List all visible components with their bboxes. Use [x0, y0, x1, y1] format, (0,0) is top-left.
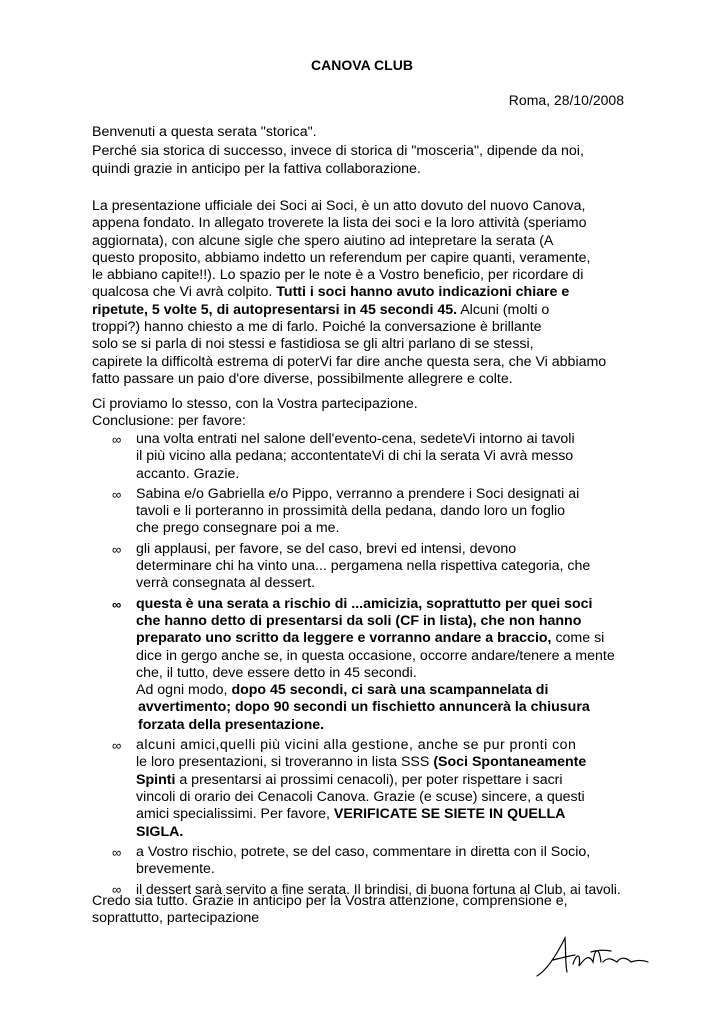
bold-text: Tutti i soci hanno avuto indicazioni chiare e [276, 284, 570, 301]
text-span: qualcosa che Vi avrà colpito. [92, 284, 277, 301]
list-item [92, 431, 662, 483]
text-span: Alcuni (molti o [457, 301, 550, 318]
item-line: dice in gergo anche se, in questa occasione, occorre andare/tenere a mente [136, 647, 615, 664]
paragraph-line [92, 284, 662, 301]
item-line: alcuni amici,quelli più vicini alla gestione, anche se pur pronti con [136, 737, 577, 754]
item-line: brevemente. [136, 861, 215, 878]
text-span: amici specialissimi. Per favore, [136, 806, 334, 823]
item-line: verrà consegnata al dessert. [136, 575, 316, 592]
text-span: come si [551, 630, 605, 647]
item-line: che hanno detto di presentarsi da soli (CF in lista), che non hanno [136, 612, 582, 629]
list-item [92, 541, 662, 593]
item-line: determinare chi ha vinto una... pergamena nella rispettiva categoria, che [136, 558, 591, 575]
paragraph-line: solo se si parla di noi stessi e fastidiosa se gli altri parlano di se stessi, [92, 336, 534, 353]
signature-stroke [537, 938, 575, 976]
infinity-bullet-icon: ∞ [112, 596, 122, 612]
intro-line: Perché sia storica di successo, invece di storica di "mosceria", dipende da noi, [92, 143, 584, 160]
list-item [92, 737, 662, 841]
paragraph-line: fatto passare un paio d'ore diverse, possibilmente allegrere e colte. [92, 370, 513, 387]
bold-text: (Soci Spontaneamente [433, 754, 587, 771]
paragraph-line: le abbiano capite!!). Lo spazio per le note è a Vostro beneficio, per ricordare di [92, 267, 584, 284]
note-line [92, 682, 662, 699]
item-line: il dessert sarà servito a fine serata. Il brindisi, di buona fortuna al Club, ai tavoli. [136, 882, 621, 898]
item-line [136, 772, 662, 789]
note-line: avvertimento; dopo 90 secondi un fischietto annuncerà la chiusura [138, 699, 590, 716]
item-line: il più vicino alla pedana; accontentateVi di chi la serata Vi avrà messo [136, 448, 574, 465]
item-line [136, 754, 662, 771]
main-paragraph [92, 198, 662, 388]
bullet-list [92, 431, 662, 899]
list-item [92, 844, 662, 879]
item-line: questa è una serata a rischio di ...amicizia, soprattutto per quei soci [136, 595, 593, 612]
list-item [92, 486, 662, 538]
item-line: che prego consegnare poi a me. [136, 520, 340, 537]
paragraph-line: Credo sia tutto. Grazie in anticipo per la Vostra attenzione, comprensione e, [92, 893, 568, 909]
text-span: a presentarsi ai prossimi cenacoli), per poter rispettare i sacri [175, 771, 563, 788]
warning-note [92, 682, 662, 734]
paragraph-line: Ci proviamo lo stesso, con la Vostra partecipazione. [92, 396, 418, 412]
note-line: forzata della presentazione. [138, 716, 325, 733]
item-line: tavoli e li porteranno in prossimità della pedana, dando loro un foglio [136, 503, 566, 520]
paragraph-line: Conclusione: per favore: [92, 413, 246, 430]
item-line [136, 630, 662, 647]
infinity-bullet-icon: ∞ [112, 882, 122, 898]
bold-text: VERIFICATE SE SIETE IN QUELLA [333, 806, 566, 823]
item-line: vincoli di orario dei Cenacoli Canova. Grazie (e scuse) sincere, a questi [136, 788, 585, 805]
item-line: Sabina e/o Gabriella e/o Pippo, verranno a prendere i Soci designati ai [136, 485, 580, 502]
bold-text: ripetute, 5 volte 5, di autopresentarsi in 45 secondi 45. [92, 301, 458, 318]
intro-paragraph [92, 124, 662, 178]
paragraph-line: questo proposito, abbiamo indetto un referendum per capire quanti, veramente, [92, 249, 591, 266]
intro-line: quindi grazie in anticipo per la fattiva collaborazione. [92, 160, 421, 177]
document-title: CANOVA CLUB [311, 57, 413, 73]
signature-stroke [573, 950, 611, 966]
bold-text: preparato uno scritto da leggere e vorranno andare a braccio, [136, 630, 552, 647]
text-span: Ad ogni modo, [136, 682, 232, 699]
item-line: una volta entrati nel salone dell'evento-cena, sedeteVi intorno ai tavoli [136, 431, 575, 447]
handwritten-signature [535, 932, 650, 982]
item-line [136, 806, 662, 823]
list-item [92, 596, 662, 682]
text-span: le loro presentazioni, si troveranno in lista SSS [136, 754, 434, 771]
paragraph-line [92, 302, 662, 319]
conclusion-intro [92, 396, 662, 431]
paragraph-line: appena fondato. In allegato troverete la lista dei soci e la loro attività (speriamo [92, 215, 587, 232]
bold-text: dopo 45 secondi, ci sarà una scampannelata di [231, 682, 549, 699]
infinity-bullet-icon: ∞ [112, 486, 122, 502]
item-line: accanto. Grazie. [136, 465, 240, 482]
intro-line: Benvenuti a questa serata "storica". [92, 124, 317, 140]
infinity-bullet-icon: ∞ [112, 738, 122, 754]
item-line: gli applausi, per favore, se del caso, brevi ed intensi, devono [136, 540, 517, 557]
signature-stroke [603, 958, 648, 962]
item-line: a Vostro rischio, potrete, se del caso, commentare in diretta con il Socio, [136, 843, 591, 860]
infinity-bullet-icon: ∞ [112, 541, 122, 557]
item-line: che, il tutto, deve essere detto in 45 secondi. [136, 664, 417, 681]
paragraph-line: capirete la difficoltà estrema di poterVi far dire anche questa sera, che Vi abbiamo [92, 353, 607, 370]
bold-text: Spinti [136, 771, 176, 788]
paragraph-line: La presentazione ufficiale dei Soci ai Soci, è un atto dovuto del nuovo Canova, [92, 198, 586, 214]
infinity-bullet-icon: ∞ [112, 844, 122, 860]
closing-paragraph [92, 893, 662, 928]
document-date: Roma, 28/10/2008 [508, 92, 624, 108]
infinity-bullet-icon: ∞ [112, 432, 122, 447]
item-line: SIGLA. [136, 823, 184, 840]
paragraph-line: troppi?) hanno chiesto a me di farlo. Poiché la conversazione è brillante [92, 319, 542, 336]
paragraph-line: soprattutto, partecipazione [92, 910, 260, 927]
paragraph-line: aggiornata), con alcune sigle che spero aiutino ad intepretare la serata (A [92, 232, 554, 249]
